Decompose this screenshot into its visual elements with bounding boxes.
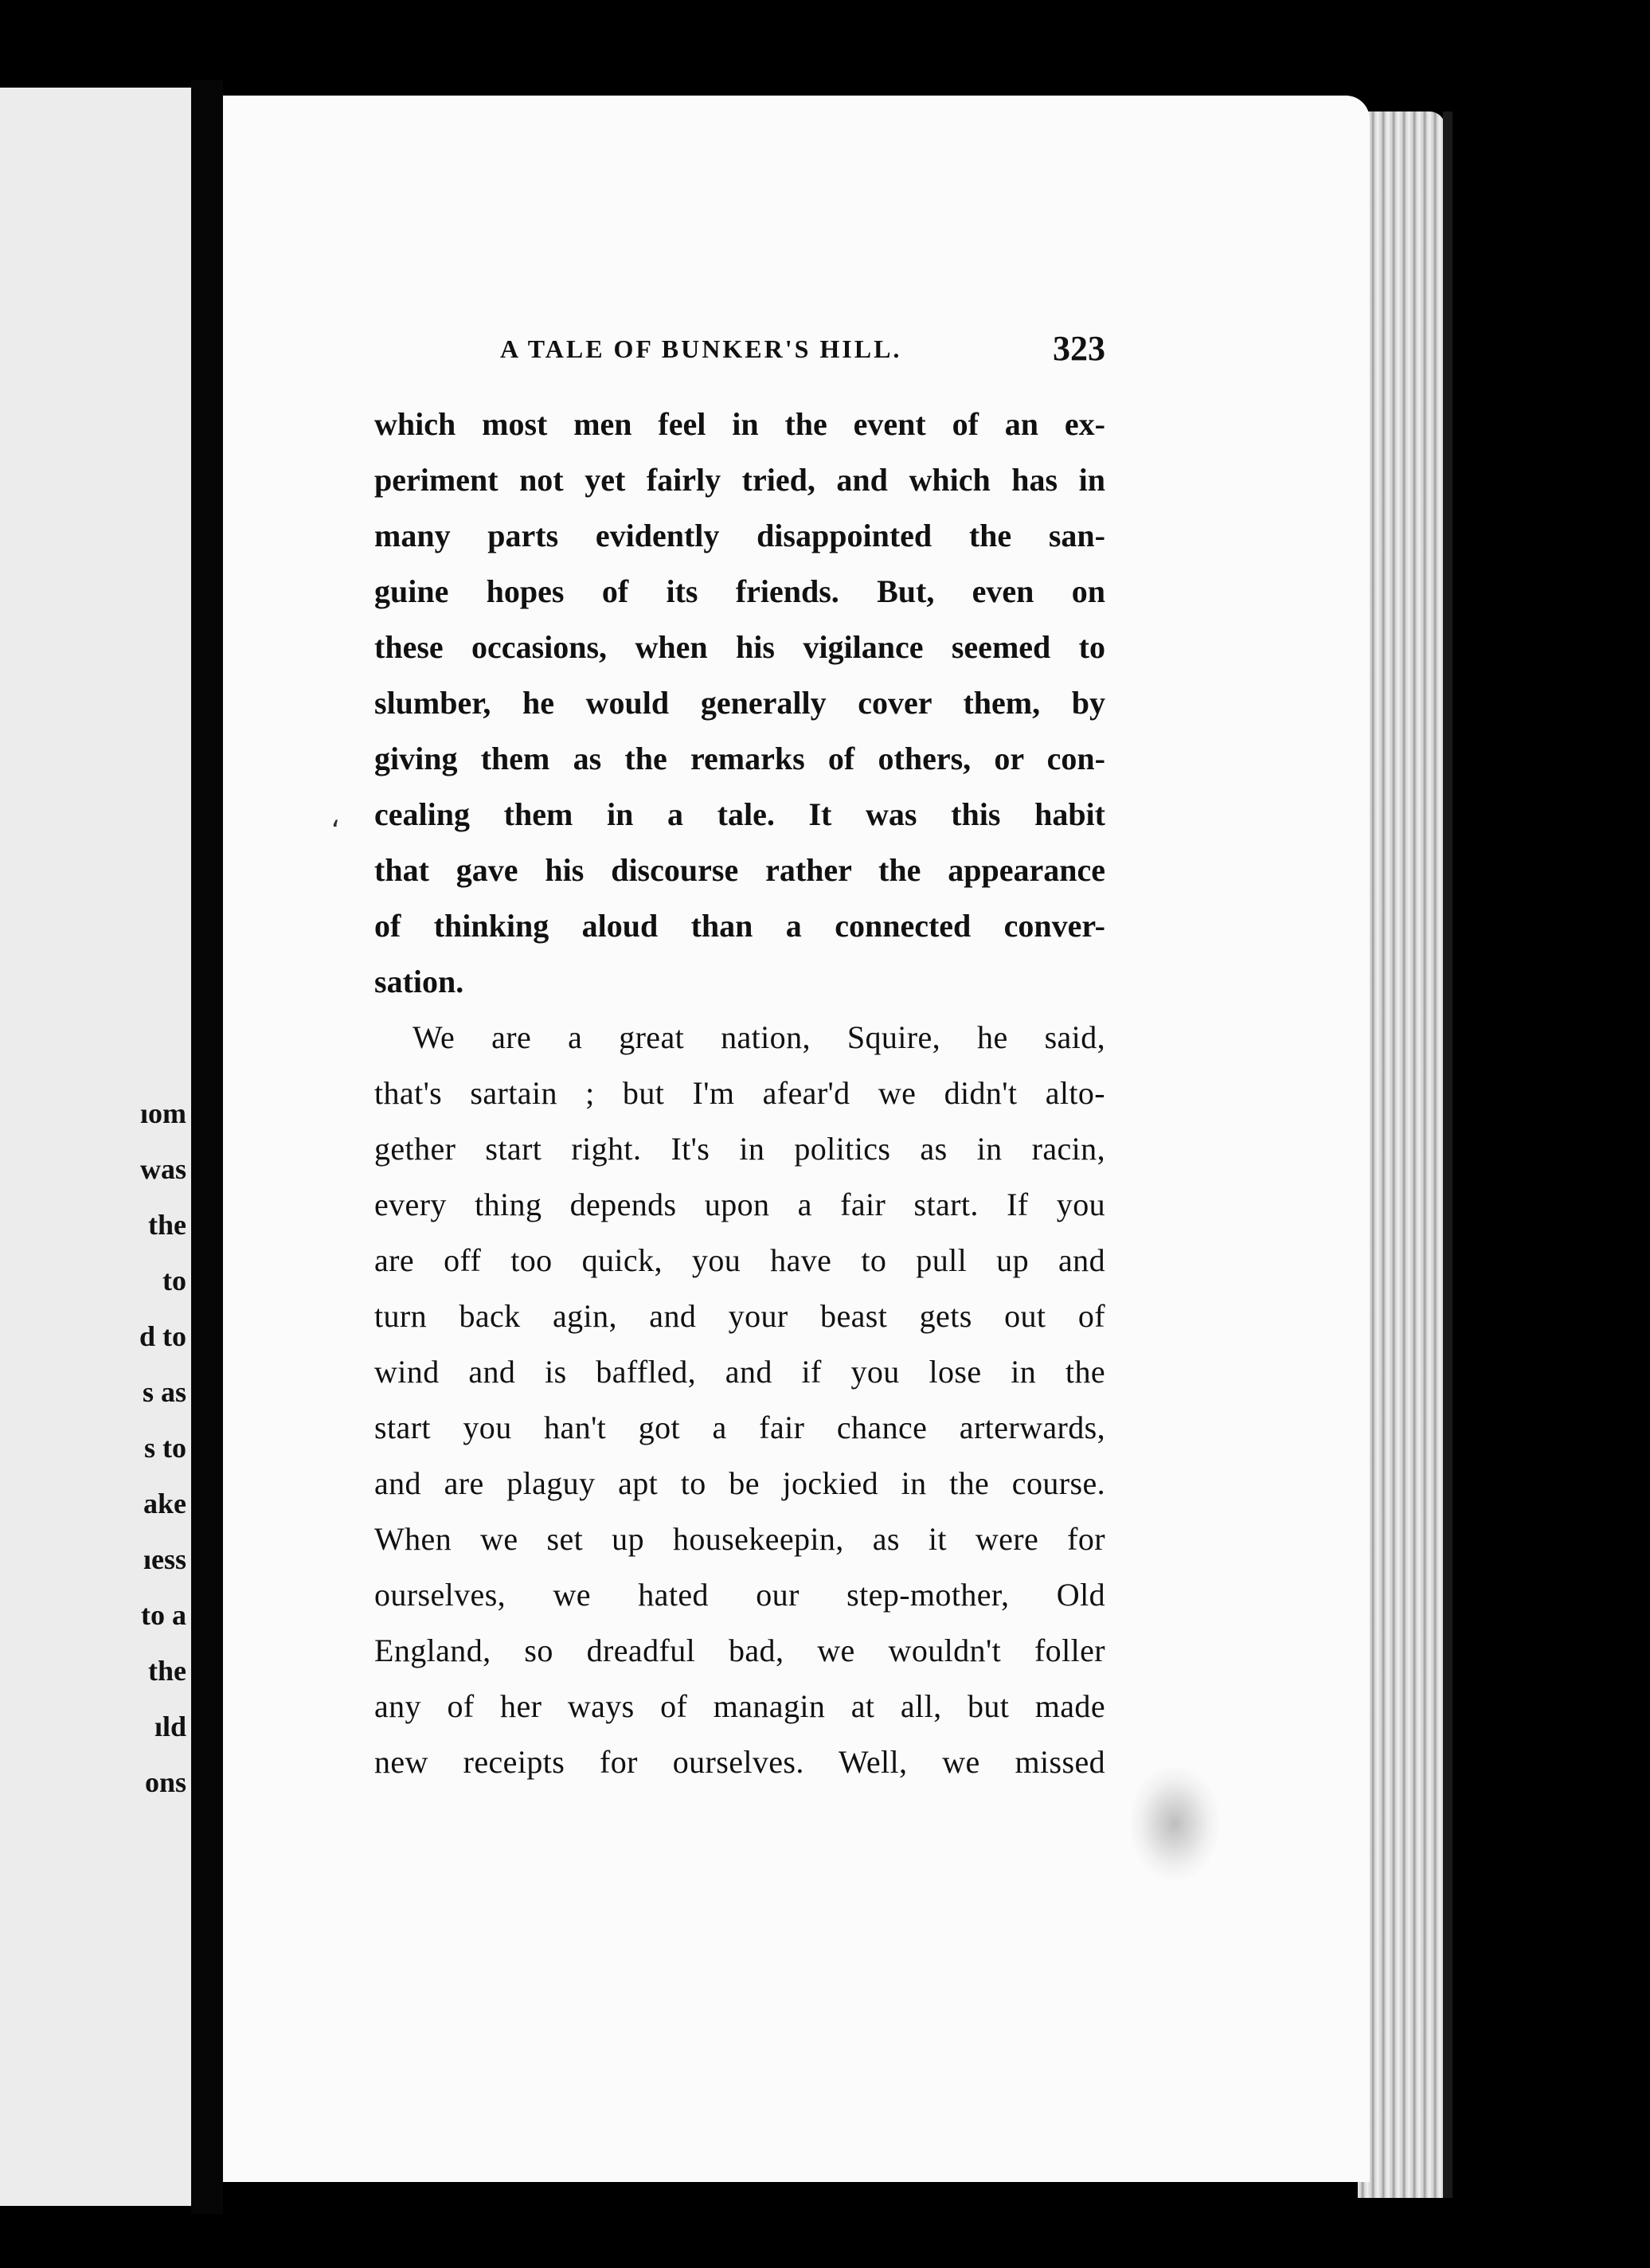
left-fragment-line: the <box>148 1655 186 1687</box>
text-line: guine hopes of its friends. But, even on <box>374 573 1105 609</box>
text-line: are off too quick, you have to pull up and <box>374 1242 1105 1278</box>
text-line: giving them as the remarks of others, or con- <box>374 741 1105 776</box>
text-line: England, so dreadful bad, we wouldn't foller <box>374 1633 1105 1668</box>
body-text <box>374 397 1105 1790</box>
page-edges <box>1358 111 1445 2198</box>
text-line: gether start right. It's in politics as in racin, <box>374 1131 1105 1167</box>
left-fragment-line: s as <box>142 1376 186 1408</box>
text-line: sation. <box>374 964 464 999</box>
left-facing-page <box>0 88 191 2206</box>
text-line: ourselves, we hated our step-mother, Old <box>374 1577 1105 1613</box>
text-line: start you han't got a fair chance arterwards, <box>374 1410 1105 1445</box>
left-fragment-line: ake <box>143 1488 186 1519</box>
left-fragment-line: to a <box>141 1599 186 1631</box>
text-line: turn back agin, and your beast gets out of <box>374 1298 1105 1334</box>
text-line: cealing them in a tale. It was this habit <box>374 796 1105 832</box>
text-line: When we set up housekeepin, as it were for <box>374 1521 1105 1557</box>
book-gutter <box>191 80 223 2214</box>
running-title: A TALE OF BUNKER'S HILL. <box>500 334 902 363</box>
text-line: and are plaguy apt to be jockied in the course. <box>374 1465 1105 1501</box>
text-line: that gave his discourse rather the appearance <box>374 852 1105 888</box>
text-line: new receipts for ourselves. Well, we missed <box>374 1744 1105 1780</box>
page-edge-shadow <box>1443 111 1453 2198</box>
text-line: which most men feel in the event of an ex- <box>374 406 1105 442</box>
paragraph <box>374 1010 1105 1790</box>
left-fragment-line: ıess <box>143 1543 186 1575</box>
text-line: wind and is baffled, and if you lose in the <box>374 1354 1105 1390</box>
text-line: any of her ways of managin at all, but made <box>374 1688 1105 1724</box>
left-fragment-line: ons <box>144 1766 186 1798</box>
running-header <box>500 328 1105 376</box>
left-fragment-line: ıom <box>140 1097 186 1129</box>
left-fragment-line: the <box>148 1209 186 1241</box>
left-fragment-line: d to <box>139 1320 186 1352</box>
margin-mark: ، <box>330 801 340 833</box>
left-fragment-line: to <box>162 1265 186 1296</box>
text-line: many parts evidently disappointed the san- <box>374 518 1105 553</box>
text-line: of thinking aloud than a connected conver- <box>374 908 1105 944</box>
left-fragment-line: ıld <box>154 1711 186 1742</box>
paragraph <box>374 397 1105 1010</box>
page-number: 323 <box>1053 329 1105 368</box>
text-line: We are a great nation, Squire, he said, <box>412 1019 1105 1055</box>
text-line: every thing depends upon a fair start. If you <box>374 1187 1105 1222</box>
text-line: that's sartain ; but I'm afear'd we didn't alto- <box>374 1075 1105 1111</box>
left-fragment-line: was <box>139 1153 186 1185</box>
paper-stain <box>1131 1768 1218 1879</box>
left-page-text-fragments <box>0 88 191 2206</box>
text-line: periment not yet fairly tried, and which has in <box>374 462 1105 498</box>
text-line: slumber, he would generally cover them, by <box>374 685 1105 721</box>
left-fragment-line: s to <box>144 1432 186 1464</box>
text-line: these occasions, when his vigilance seemed to <box>374 629 1105 665</box>
